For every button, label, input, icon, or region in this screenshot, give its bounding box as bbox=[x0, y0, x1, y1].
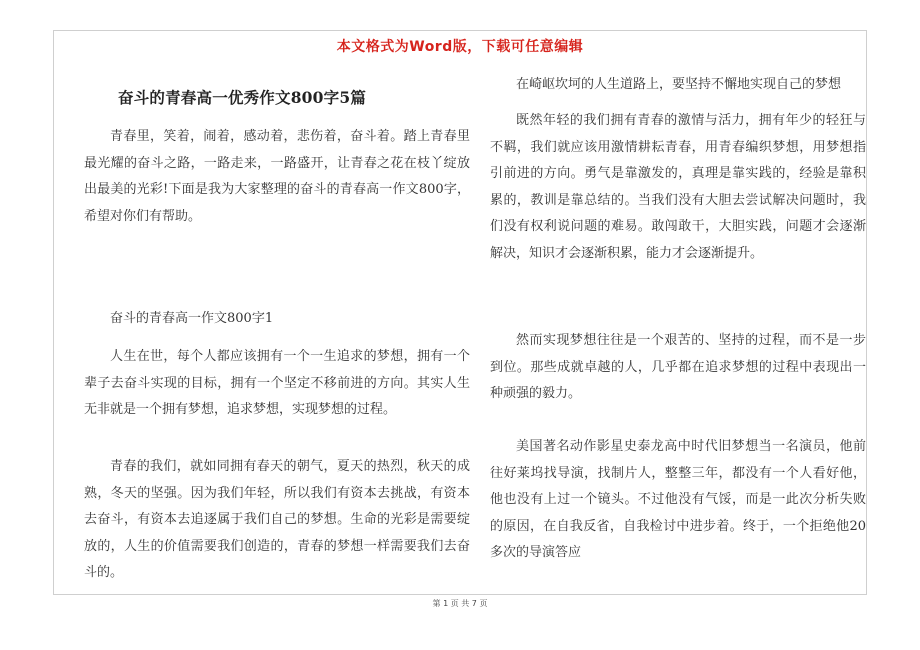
word-format-banner: 本文格式为Word版，下载可任意编辑 bbox=[336, 39, 584, 55]
right-paragraph-3: 美国著名动作影星史泰龙高中时代旧梦想当一名演员，他前往好莱坞找导演，找制片人，整整三年，都没有一个人看好他，他也没有上过一个镜头。不过他没有气馁，而是一此次分析失败的原因，在自我反省，自我检讨中进步着。终于，一个拒绝他20多次的导演答应 bbox=[490, 439, 866, 560]
body-paragraph-1: 人生在世，每个人都应该拥有一个一生追求的梦想，拥有一个辈子去奋斗实现的目标，拥有一个坚定不移前进的方向。其实人生无非就是一个拥有梦想，追求梦想，实现梦想的过程。 bbox=[84, 349, 470, 417]
intro-paragraph: 青春里，笑着，闹着，感动着，悲伤着，奋斗着。踏上青春里最光耀的奋斗之路，一路走来，一路盛开，让青春之花在枝丫绽放出最美的光彩!下面是我为大家整理的奋斗的青春高一作文800字，希望对你们有帮助。 bbox=[84, 129, 470, 224]
body-paragraph-2: 青春的我们，就如同拥有春天的朝气，夏天的热烈，秋天的成熟，冬天的坚强。因为我们年轻，所以我们有资本去挑战，有资本去奋斗，有资本去追逐属于我们自己的梦想。生命的光彩是需要绽放的，人生的价值需要我们创造的，青春的梦想一样需要我们去奋斗的。 bbox=[84, 459, 470, 580]
right-paragraph-1: 既然年轻的我们拥有青春的激情与活力，拥有年少的轻狂与不羁，我们就应该用激情耕耘青春，用青春编织梦想，用梦想指引前进的方向。勇气是靠激发的，真理是靠实践的，经验是靠积累的，教训是靠总结的。当我们没有大胆去尝试解决问题时，我们没有权利说问题的难易。敢闯敢干，大胆实践，问题才会逐渐解决，知识才会逐渐积累，能力才会逐渐提升。 bbox=[490, 113, 866, 261]
right-paragraph-2: 然而实现梦想往往是一个艰苦的、坚持的过程，而不是一步到位。那些成就卓越的人，几乎都在追求梦想的过程中表现出一种顽强的毅力。 bbox=[490, 333, 866, 401]
page-number-footer: 第 1 页 共 7 页 bbox=[432, 599, 488, 608]
section-heading: 奋斗的青春高一作文800字1 bbox=[110, 311, 274, 326]
document-title: 奋斗的青春高一优秀作文800字5篇 bbox=[118, 88, 367, 107]
right-paragraph-0: 在崎岖坎坷的人生道路上，要坚持不懈地实现自己的梦想 bbox=[516, 77, 842, 92]
